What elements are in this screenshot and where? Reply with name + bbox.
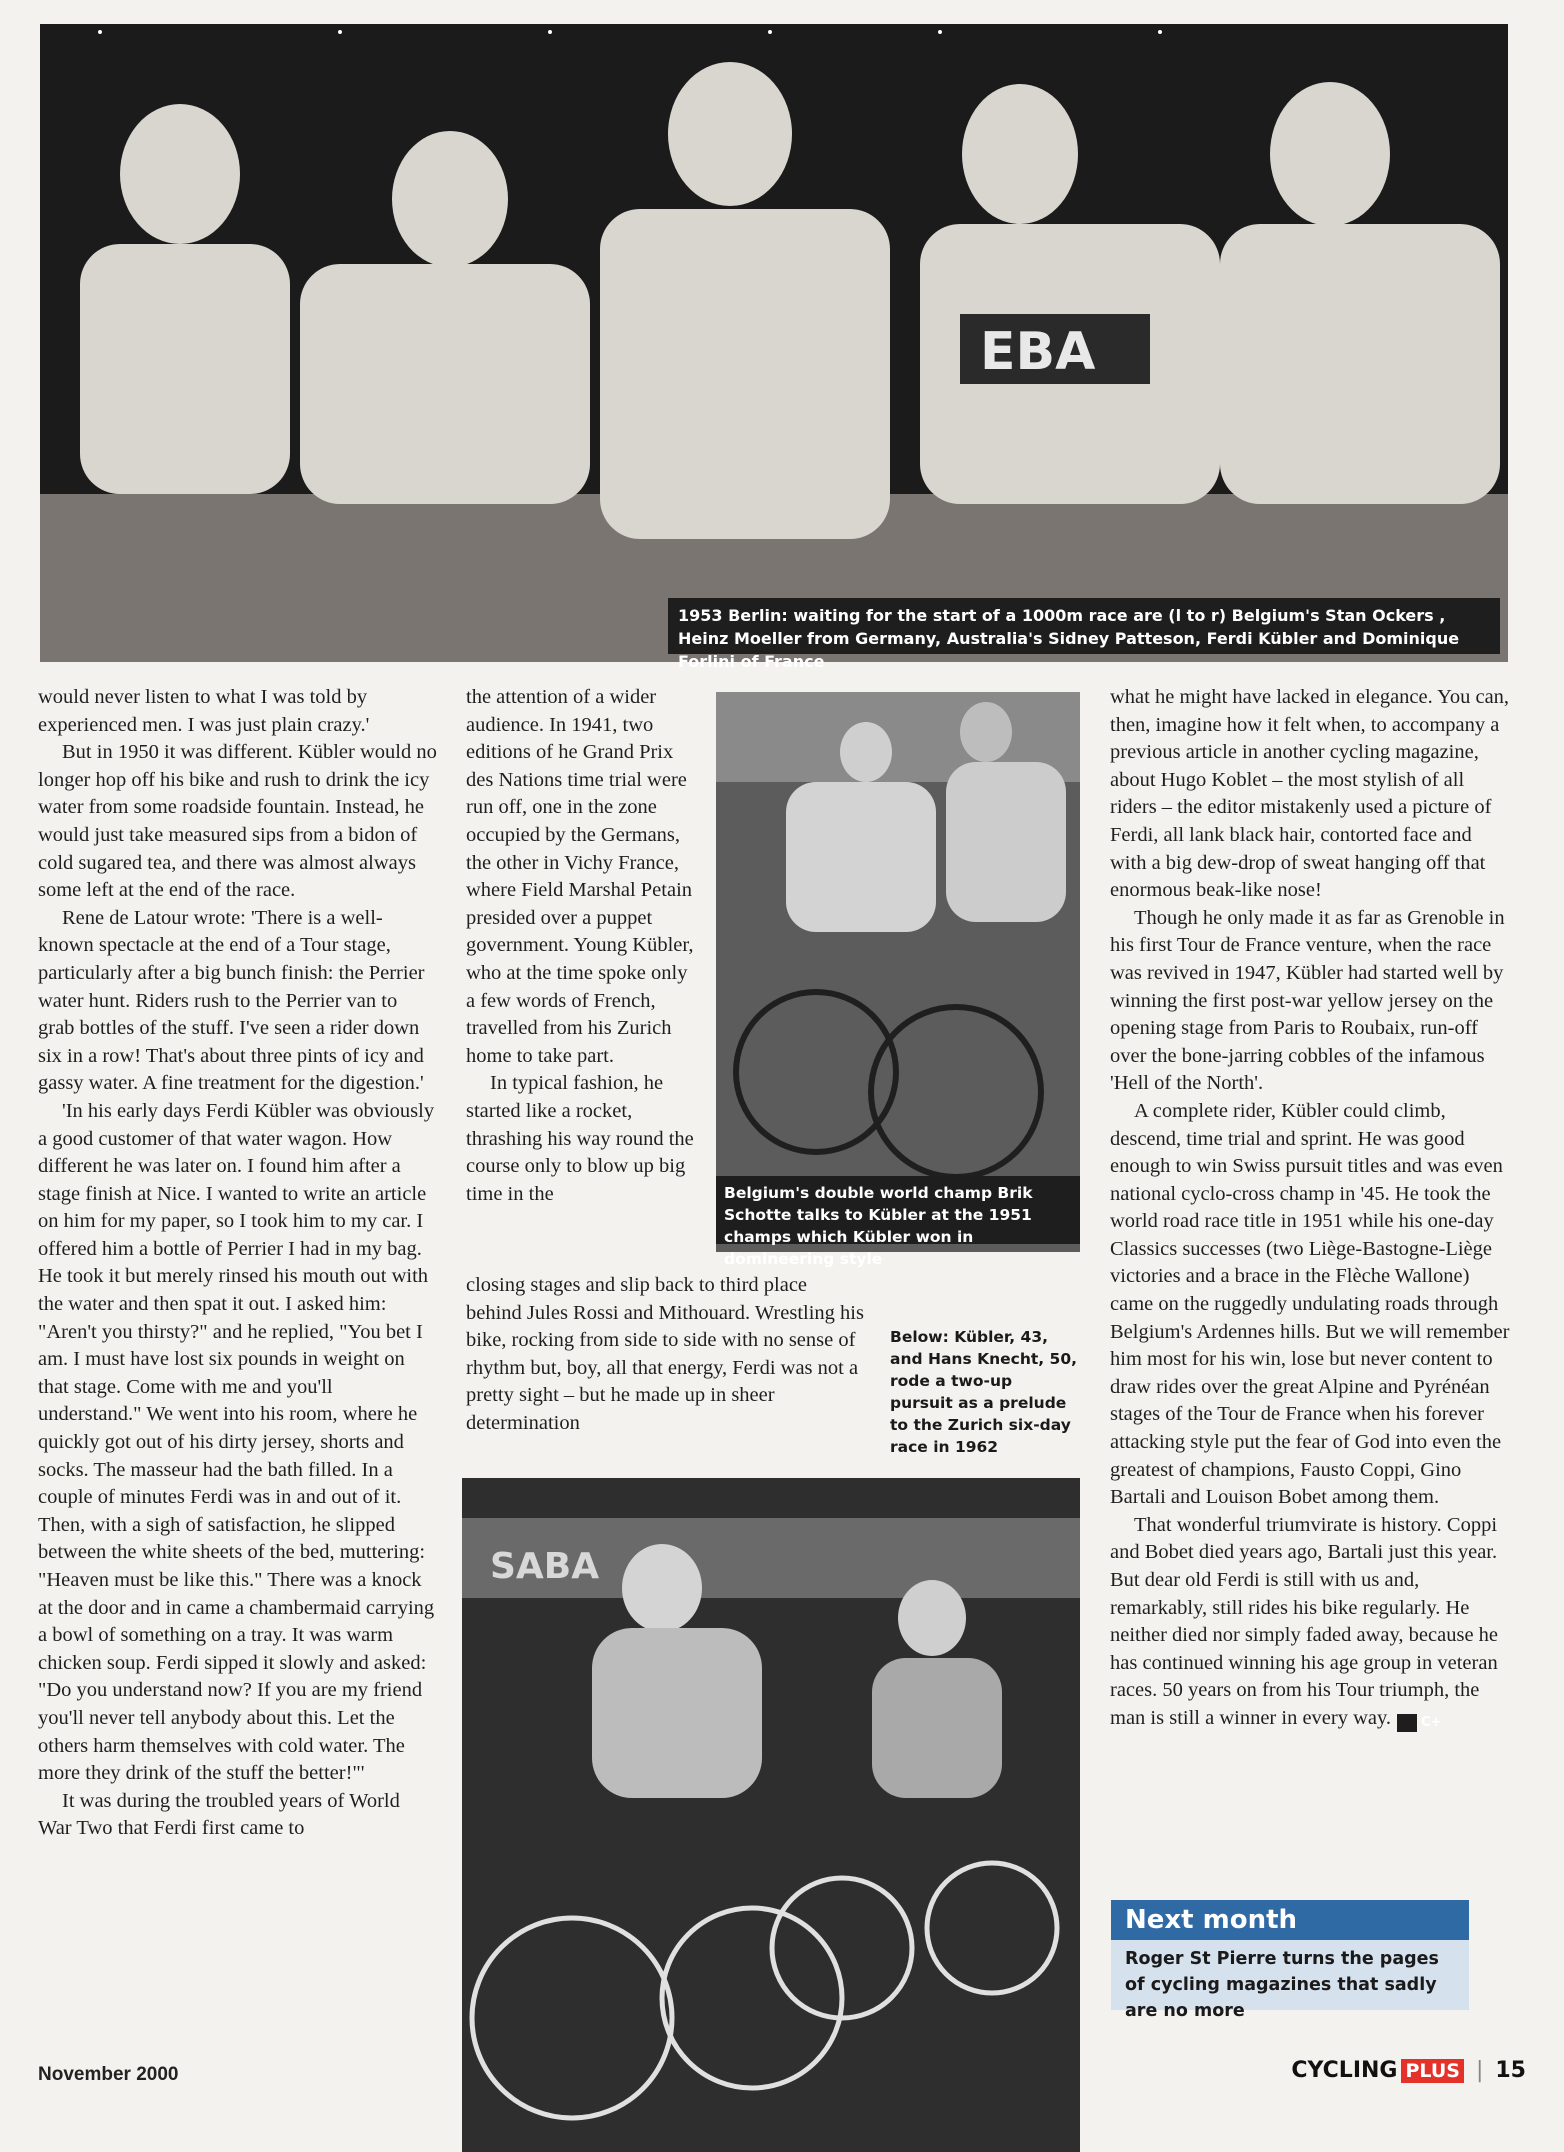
- riders-group-illustration: [40, 24, 1508, 662]
- paragraph: It was during the troubled years of World War Two that Ferdi first came to: [38, 1789, 400, 1840]
- paragraph-text: That wonderful triumvirate is history. Coppi and Bobet died years ago, Bartali just this year. But dear old Ferdi is still with us and, remarkably, still rides his bike regularly. He neither died nor simply faded away, because he has continued winning his age group in veteran races. 50 years on from his Tour triumph, the man is still a winner in every way.: [1110, 1513, 1499, 1729]
- top-photo-caption: 1953 Berlin: waiting for the start of a 1000m race are (l to r) Belgium's Stan Ockers , Heinz Moeller from Germany, Australia's Sidney Patteson, Ferdi Kübler and Dominique Forlini of France: [668, 598, 1500, 654]
- article-column-3: [1110, 684, 1510, 1733]
- paragraph: closing stages and slip back to third place behind Jules Rossi and Mithouard. Wrestling his bike, rocking from side to side with no sense of rhythm but, boy, all that energy, Ferdi was not a pretty sight – but he made up in sheer determination: [466, 1274, 864, 1434]
- page-number: 15: [1495, 2058, 1526, 2083]
- article-column-2-continued: [466, 1272, 866, 1438]
- paragraph: would never listen to what I was told by experienced men. I was just plain crazy.': [38, 686, 370, 736]
- article-column-1: [38, 684, 438, 1843]
- bottom-photo: [462, 1478, 1080, 2152]
- paragraph: A complete rider, Kübler could climb, descend, time trial and sprint. He was good enough to win Swiss pursuit titles and was even national cyclo-cross champ in '45. He took the world road race title in 1951 while his one-day Classics successes (two Liège-Bastogne-Liège victories and a brace in the Flèche Wallone) came on the ruggedly undulating roads through Belgium's Ardennes hills. But we will remember him most for his win, lose but never content to draw rides over the great Alpine and Pyrénéan stages of the Tour de France when his forever attacking style put the fear of God into even the greatest of champions, Fausto Coppi, Gino Bartali and Louison Bobet among them.: [1110, 1099, 1510, 1509]
- paragraph: 'In his early days Ferdi Kübler was obviously a good customer of that water wagon. How different he was later on. I found him after a stage finish at Nice. I wanted to write an article on him for my paper, so I took him to my car. I offered him a bottle of Perrier I had in my bag. He took it but merely rinsed his mouth out with the water and then spat it out. I asked him: "Aren't you thirsty?" and he replied, "You bet I am. I must have lost six pounds in weight on that stage. Come with me and you'll understand." We went into his room, where he quickly got out of his dirty jersey, shorts and socks. The masseur had the bath filled. In a couple of minutes Ferdi was in and out of it. Then, with a sigh of satisfaction, he slipped between the white sheets of the bed, muttering: "Heaven must be like this." There was a knock at the door and in came a chambermaid carrying a bowl of something on a tray. It was warm chicken soup. Ferdi sipped it slowly and asked: "Do you understand now? If you are my friend you'll never tell anybody about this. Let the others harm themselves with cold water. The more they drink of the stuff the better!"': [38, 1099, 435, 1785]
- paragraph: Though he only made it as far as Grenoble in his first Tour de France venture, when the race was revived in 1947, Kübler had started well by winning the first post-war yellow jersey on the opening stage from Paris to Roubaix, run-off over the bone-jarring cobbles of the infamous 'Hell of the North'.: [1110, 906, 1505, 1095]
- top-photo: [40, 24, 1508, 671]
- track-banner-text: SABA: [490, 1546, 600, 1587]
- footer-divider: |: [1475, 2058, 1484, 2083]
- brand-plus: PLUS: [1401, 2059, 1463, 2083]
- middle-photo-caption: Belgium's double world champ Brik Schotte talks to Kübler at the 1951 champs which Kübler won in domineering style: [716, 1176, 1080, 1244]
- paragraph: Rene de Latour wrote: 'There is a well-known spectacle at the end of a Tour stage, particularly after a big bunch finish: the Perrier water hunt. Riders rush to the Perrier van to grab bottles of the stuff. I've seen a rider down six in a row! That's about three pints of icy and gassy water. A fine treatment for the digestion.': [38, 906, 425, 1095]
- paragraph: [1110, 1512, 1510, 1733]
- brand-main: CYCLING: [1291, 2058, 1398, 2083]
- paragraph: In typical fashion, he started like a rocket, thrashing his way round the course only to blow up big time in the: [466, 1072, 694, 1205]
- bottom-photo-side-caption: Below: Kübler, 43, and Hans Knecht, 50, rode a two-up pursuit as a prelude to the Zurich six-day race in 1962: [890, 1328, 1078, 1456]
- middle-photo: [716, 692, 1080, 1268]
- paragraph: what he might have lacked in elegance. You can, then, imagine how it felt when, to accompany a previous article in another cycling magazine, about Hugo Koblet – the most stylish of all riders – the editor mistakenly used a picture of Ferdi, all lank black hair, contorted face and with a big dew-drop of sweat hanging off that enormous beak-like nose!: [1110, 686, 1510, 902]
- article-column-2: [466, 684, 698, 1208]
- next-month-text: Roger St Pierre turns the pages of cycling magazines that sadly are no more: [1125, 1949, 1439, 2021]
- end-mark-icon: C+: [1397, 1714, 1417, 1732]
- footer-date: November 2000: [38, 2064, 179, 2085]
- jersey-text: EBA: [980, 322, 1096, 382]
- paragraph: the attention of a wider audience. In 1941, two editions of he Grand Prix des Nations time trial were run off, one in the zone occupied by the Germans, the other in Vichy France, where Field Marshal Petain presided over a puppet government. Young Kübler, who at the time spoke only a few words of French, travelled from his Zurich home to take part.: [466, 686, 694, 1067]
- riders-talking-illustration: [716, 692, 1080, 1252]
- track-pursuit-illustration: [462, 1478, 1080, 2152]
- next-month-title: Next month: [1111, 1900, 1469, 1940]
- paragraph: But in 1950 it was different. Kübler would no longer hop off his bike and rush to drink the icy water from some roadside fountain. Instead, he would just take measured sips from a bidon of cold sugared tea, and there was almost always some left at the end of the race.: [38, 741, 437, 902]
- footer-brand: [1291, 2058, 1526, 2083]
- next-month-box: [1111, 1900, 1469, 2021]
